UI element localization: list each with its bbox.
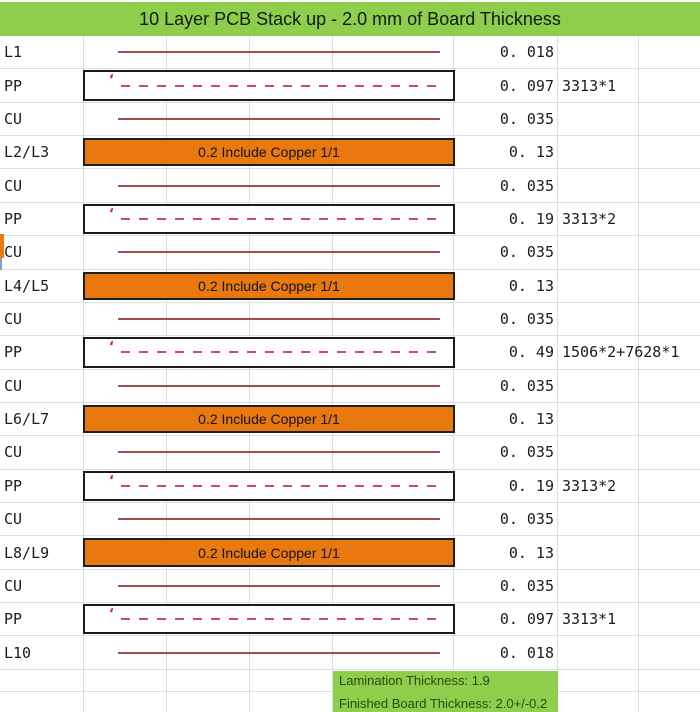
prepreg-dashed-line [121,351,441,353]
stack-row [0,636,700,669]
stack-row [0,69,700,102]
layer-label-cell[interactable]: PP [4,209,23,228]
prepreg-box[interactable] [83,471,455,501]
layer-label-cell[interactable]: PP [4,343,23,362]
prepreg-dashed-line [121,218,441,220]
thickness-value-cell[interactable]: 0. 097 [499,76,554,95]
layer-label-cell[interactable]: CU [4,443,23,462]
layer-graphic-cell[interactable] [83,436,455,468]
stack-rows [0,36,700,670]
stack-row [0,470,700,503]
layer-label-cell[interactable]: L6/L7 [4,410,50,429]
thickness-value-cell[interactable]: 0. 035 [499,376,554,395]
layer-graphic-cell[interactable] [83,370,455,402]
prepreg-type-cell[interactable]: 3313*2 [562,476,617,495]
prepreg-type-cell[interactable] [557,236,638,268]
prepreg-dashed-line [121,485,441,487]
prepreg-type-cell[interactable] [557,403,638,435]
core-box-label: 0.2 Include Copper 1/1 [198,411,340,428]
layer-graphic-cell[interactable] [83,470,455,502]
core-box[interactable] [83,405,455,433]
stack-row [0,203,700,236]
clipped-orange-object [0,234,4,258]
copper-trace-line [118,118,440,120]
thickness-value-cell[interactable]: 0. 19 [508,476,554,495]
stack-row [0,36,700,69]
layer-graphic-cell[interactable] [83,203,455,235]
prepreg-type-cell[interactable] [557,270,638,302]
thickness-value-cell[interactable]: 0. 13 [508,543,554,562]
layer-label-cell[interactable]: L10 [4,643,32,662]
quote-mark: ‘ [109,206,114,222]
layer-label-cell[interactable]: CU [4,510,23,529]
thickness-value-cell[interactable]: 0. 035 [499,443,554,462]
layer-graphic-cell[interactable] [83,103,455,135]
layer-graphic-cell[interactable] [83,36,455,68]
prepreg-type-cell[interactable] [557,636,638,668]
layer-graphic-cell[interactable] [83,69,455,101]
layer-label-cell[interactable]: L8/L9 [4,543,50,562]
copper-trace-line [118,185,440,187]
thickness-value-cell[interactable]: 0. 13 [508,143,554,162]
quote-mark: ‘ [109,73,114,89]
layer-label-cell[interactable]: L4/L5 [4,276,50,295]
stack-row [0,503,700,536]
stack-row [0,536,700,569]
layer-label-cell[interactable]: L1 [4,43,23,62]
stack-row [0,403,700,436]
core-box-label: 0.2 Include Copper 1/1 [198,544,340,561]
stack-row [0,136,700,169]
stack-row [0,603,700,636]
layer-label-cell[interactable]: CU [4,576,23,595]
lamination-thickness-label: Lamination Thickness: 1.9 [339,673,490,688]
layer-graphic-cell[interactable] [83,536,455,568]
thickness-value-cell[interactable]: 0. 035 [499,109,554,128]
prepreg-type-cell[interactable]: 1506*2+7628*1 [562,343,680,362]
stack-row [0,336,700,369]
thickness-value-cell[interactable]: 0. 49 [508,343,554,362]
prepreg-type-cell[interactable]: 3313*1 [562,610,617,629]
quote-mark: ‘ [109,340,114,356]
copper-trace-line [118,251,440,253]
stack-row [0,103,700,136]
stack-row [0,303,700,336]
copper-trace-line [118,385,440,387]
prepreg-box[interactable] [83,70,455,100]
layer-graphic-cell[interactable] [83,270,455,302]
prepreg-type-cell[interactable] [557,370,638,402]
layer-graphic-cell[interactable] [83,303,455,335]
copper-trace-line [118,451,440,453]
prepreg-type-cell[interactable] [557,570,638,602]
prepreg-type-cell[interactable] [557,536,638,568]
prepreg-type-cell[interactable] [557,136,638,168]
prepreg-type-cell[interactable] [557,303,638,335]
prepreg-box[interactable] [83,204,455,234]
thickness-value-cell[interactable]: 0. 035 [499,310,554,329]
layer-label-cell[interactable]: PP [4,476,23,495]
prepreg-type-cell[interactable]: 3313*1 [562,76,617,95]
layer-label-cell[interactable]: CU [4,310,23,329]
prepreg-box[interactable] [83,604,455,634]
stack-row [0,270,700,303]
layer-graphic-cell[interactable] [83,236,455,268]
quote-mark: ‘ [109,473,114,489]
thickness-value-cell[interactable]: 0. 035 [499,176,554,195]
core-box[interactable] [83,538,455,566]
layer-graphic-cell[interactable] [83,603,455,635]
thickness-value-cell[interactable]: 0. 13 [508,276,554,295]
prepreg-type-cell[interactable] [557,503,638,535]
clipped-blue-line [0,258,2,270]
stack-row [0,236,700,269]
summary-box[interactable] [333,671,558,712]
core-box[interactable] [83,272,455,300]
layer-label-cell[interactable]: CU [4,376,23,395]
layer-graphic-cell[interactable] [83,636,455,668]
thickness-value-cell[interactable]: 0. 19 [508,209,554,228]
core-box-label: 0.2 Include Copper 1/1 [198,277,340,294]
layer-graphic-cell[interactable] [83,570,455,602]
thickness-value-cell[interactable]: 0. 035 [499,243,554,262]
layer-label-cell[interactable]: PP [4,610,23,629]
stack-row [0,436,700,469]
prepreg-type-cell[interactable]: 3313*2 [562,209,617,228]
layer-label-cell[interactable]: L2/L3 [4,143,50,162]
finished-thickness-label: Finished Board Thickness: 2.0+/-0.2 [339,696,548,711]
layer-graphic-cell[interactable] [83,403,455,435]
sheet-title[interactable]: 10 Layer PCB Stack up - 2.0 mm of Board Thickness [0,2,700,36]
prepreg-type-cell[interactable] [557,169,638,201]
stack-row [0,570,700,603]
thickness-value-cell[interactable]: 0. 035 [499,576,554,595]
prepreg-dashed-line [121,618,441,620]
layer-graphic-cell[interactable] [83,136,455,168]
layer-label-cell[interactable]: CU [4,243,23,262]
prepreg-type-cell[interactable] [557,36,638,68]
copper-trace-line [118,51,440,53]
stack-row [0,169,700,202]
thickness-value-cell[interactable]: 0. 018 [499,643,554,662]
layer-graphic-cell[interactable] [83,169,455,201]
layer-label-cell[interactable]: CU [4,109,23,128]
stack-row [0,370,700,403]
copper-trace-line [118,318,440,320]
thickness-value-cell[interactable]: 0. 097 [499,610,554,629]
copper-trace-line [118,652,440,654]
core-box[interactable] [83,138,455,166]
thickness-value-cell[interactable]: 0. 13 [508,410,554,429]
thickness-value-cell[interactable]: 0. 018 [499,43,554,62]
quote-mark: ‘ [109,607,114,623]
layer-label-cell[interactable]: PP [4,76,23,95]
core-box-label: 0.2 Include Copper 1/1 [198,144,340,161]
prepreg-type-cell[interactable] [557,103,638,135]
thickness-value-cell[interactable]: 0. 035 [499,510,554,529]
copper-trace-line [118,518,440,520]
prepreg-type-cell[interactable] [557,436,638,468]
copper-trace-line [118,585,440,587]
layer-graphic-cell[interactable] [83,503,455,535]
prepreg-box[interactable] [83,337,455,367]
layer-graphic-cell[interactable] [83,336,455,368]
layer-label-cell[interactable]: CU [4,176,23,195]
prepreg-dashed-line [121,85,441,87]
